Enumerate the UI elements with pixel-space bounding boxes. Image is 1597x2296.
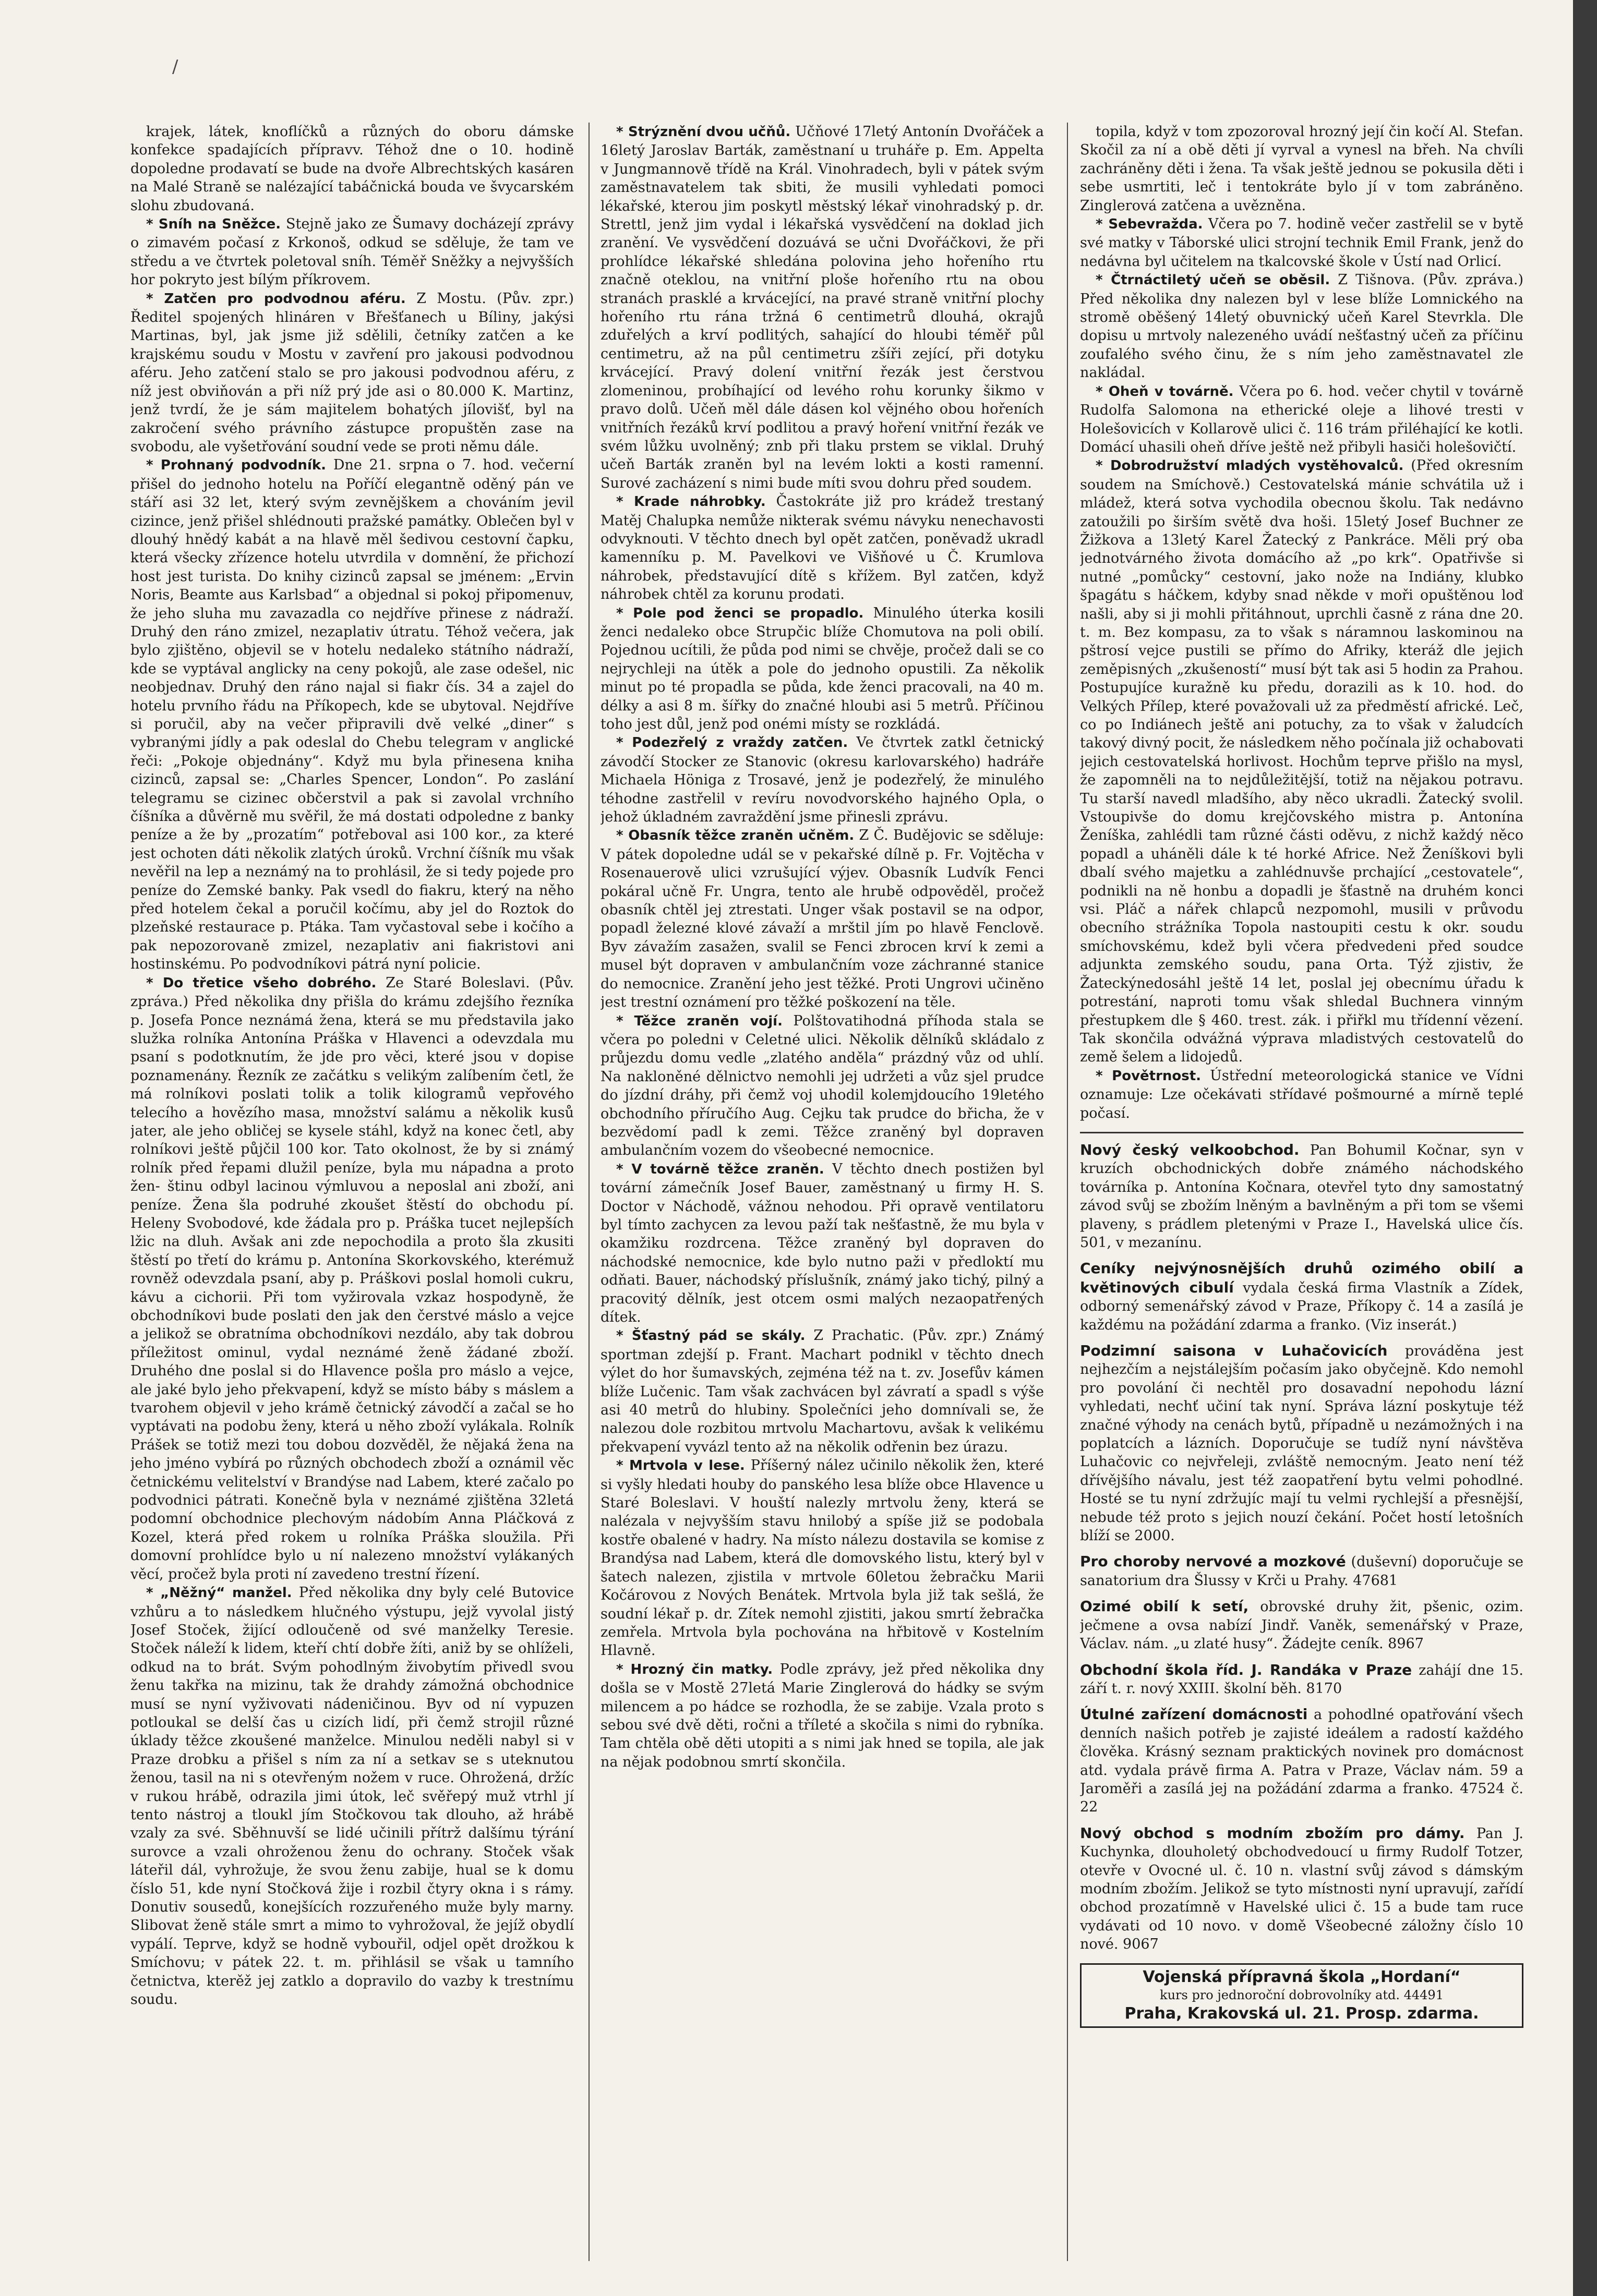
ad-body: a pohodlné opatřování všech denních našich potřeb je zajisté ideálem a radostí každého člověka. Krásný seznam praktických novinek pro domácnost atd. vydala právě firma A. Patra v Praze, Václav nám. 59 a Jaroměři a zasílá jej na požádání zdarma a franko. 47524 č. 22 bbox=[1080, 1707, 1523, 1816]
classified-ad bbox=[1080, 1342, 1523, 1545]
article-headline: * Pole pod ženci se propadlo. bbox=[616, 605, 864, 621]
article bbox=[1080, 215, 1523, 271]
article-body: (Před okresním soudem na Smíchově.) Cestovatelská mánie schvátila už i mládež, která sotva vychodila obecnou školu. Tak nedávno zatoužili po širším světě dva hoši. 15letý Josef Buchner ze Žižkova a 13letý Karel Žatecký z Pankráce. Měli prý oba jednotvárného života domácího až „po krk“. Opatřivše si nutné „pomůcky“ cestovní, jako nože na Indiány, klubko špagátu s háčkem, kdyby snad někde v moři opuštěnou loď našli, aby si ji mohli přitáhnout, uprchli časně z rána dne 20. t. m. Bez kompasu, za to však s náramnou laskominou na pštrosí vejce pustili se přímo do Afriky, kteráž dle jejich zeměpisných „zkušeností“ musí být tak asi 5 hodin za Prahou. Postupujíce kuražně ku předu, dorazili as k 10. hod. do Velkých Přílep, které považovali už za předměstí africké. Leč, co po Indiánech ještě ani potuchy, za to však v žaludcích takový divný pocit, že následkem něho počínala již ochabovati jejich cestovatelská horlivost. Hochům teprve přišlo na mysl, že zapomněli na to nejdůležitější, totiž na nějakou potravu. Tu starší navedl mladšího, aby něco ukradli. Žatecký svolil. Vstoupivše do domu krejčovského mistra p. Antonína Ženíška, zahlédli tam různé části oděvu, z nichž každý něco popadl a uháněli dále k té horké Africe. Než Ženíškovi byli dbalí svého majetku a zahlédnuvše prchající „cestovatele“, podnikli na ně honbu a dopadli je šťastně na druhém konci vsi. Pláč a nářek chlapců nezpomohl, musili v průvodu obecního strážníka Topola nastoupiti cestu k okr. soudu smíchovskému, kdež byli včera předvedeni před soudce adjunkta zemského soudu, pana Orta. Týž zjistiv, že Žateckýnedosáhl ještě 14 let, poslal jej obecnímu úřadu k potrestání, naproti tomu však shledal Buchnera vinným přestupkem dle § 460. trest. zák. i přiřkl mu třídenní vězení. Tak skončila odvážná výprava mladistvých cestovatelů do země šelem a lidojedů. bbox=[1080, 457, 1523, 1066]
article-headline: * Šťastný pád se skály. bbox=[616, 1328, 806, 1344]
article bbox=[1080, 382, 1523, 457]
article-headline: * Těžce zraněn vojí. bbox=[616, 1013, 783, 1029]
article bbox=[130, 289, 574, 456]
classified-ad bbox=[1080, 1552, 1523, 1590]
ad-headline: Podzimní saisona v Luhačovicích bbox=[1080, 1342, 1388, 1359]
article bbox=[601, 1456, 1044, 1660]
article-body: Učňové 17letý Antonín Dvořáček a 16letý Jaroslav Barták, zaměstnaní u truháře p. Em. Appelta v Jungmannově třídě na Král. Vinohradech, byli v pátek svým zaměstnavatelem tak sbiti, že musili vyhledati pomoci lékařské, kterou jim poskytl městský lékař vinohradský p. dr. Strettl, jenž jim vydal i lékařská vysvědčení na doklad jich zranění. Ve vysvědčení dozuává se učni Dvořáčkovi, že při prohlídce lékařské shledána polovina jeho hořeního rtu značně oteklou, na vnitřní ploše hořeního rtu na obou stranách prasklé a krvácející, na pravé straně vnitřní plochy hořeního rtu rána tržná 6 centimetrů dlouhá, okrajů zduřelých a krví podlitých, sahající do hloubi téměř půl centimetru, až na půl centimetru zšíři zející, při dotyku krvácející. Pravý dolení vnitřní řezák jest čerstvou zlomeninou, probíhající od levého rohu korunky šikmo v pravo dolů. Učeň měl dále dásen kol vějného obou hořeních vnitřních řezáků krví podlitou a pravý hoření vnitřní řezák ve svém lůžku uvolněný; znb při tlaku prstem se viklal. Druhý učeň Barták zraněn byl na levém lokti a kosti ramenní. Surové zacházení s nimi bude míti svou dohru před soudem. bbox=[601, 124, 1044, 491]
column-2 bbox=[601, 123, 1044, 2261]
article-headline: * „Něžný“ manžel. bbox=[146, 1585, 292, 1601]
article-headline: * V továrně těžce zraněn. bbox=[616, 1161, 824, 1177]
ad-headline: Nový český velkoobchod. bbox=[1080, 1141, 1300, 1158]
article-headline: * Krade náhrobky. bbox=[616, 494, 766, 510]
article-body: Před několika dny byly celé Butovice vzhůru a to následkem hlučného výstupu, jejž vyvolal jistý Josef Stoček, žijící odloučeně od své manželky Teresie. Stoček náleží k lidem, kteří chtí dobře žíti, aniž by se ohlíželi, odkud na to brát. Svým pohodlným živobytím přivedl svou ženu takřka na mizinu, tak že drahdy zámožná obchodnice musí se nyní vyživovati nádeničinou. Byv od ní vypuzen potloukal se delší čas u cizích lidí, při čemž strojil různé úklady těžce zkoušené manželce. Minulou neděli nabyl si v Praze drobku a přišel s ním za ní a setkav se s uteknutou ženou, tasil na ni s otevřeným nožem v ruce. Ohrožená, držíc v rukou hrábě, odrazila jimi útok, leč svěřepý muž vtrhl jí tento nástroj a tloukl jím Stočkovou tak dlouho, až hrábě vzaly za své. Sběhnuvší se lidé učinili přítrž dalšímu týrání surovce a vzali ohroženou ženu do ochrany. Stoček však láteřil dál, vyhrožuje, že svou ženu zabije, hual se k domu číslo 51, kde nyní Stočková žije i rozbil čtyry okna i s rámy. Donutiv sousedů, konejšících rozzuřeného muže byly marny. Slibovat ženě stále smrt a mimo to vyhrožoval, že jejíž obydlí vypálí. Teprve, když se hodně vybouřil, odjel opět drožkou k Smíchovu; v pátek 22. t. m. přihlásil se však u tamního četnictva, kterěž jej zatklo a dopravilo do vazby k trestnímu soudu. bbox=[130, 1585, 574, 2008]
article bbox=[601, 1160, 1044, 1327]
article-headline: * Hrozný čin matky. bbox=[616, 1661, 773, 1677]
box-line: kurs pro jednoroční dobrovolníky atd. 44491 bbox=[1160, 1988, 1444, 2002]
article bbox=[130, 1584, 574, 2009]
article-body: Častokráte již pro krádež trestaný Matěj Chalupka nemůže nikterak svému návyku nenechavosti odvyknouti. V těchto dnech byl opět zatčen, poněvadž ukradl kamenníku p. M. Pavelkovi ve Višňové u Č. Krumlova náhrobek, představující dítě s křížem. Byl zatčen, když náhrobek chtěl za korunu prodati. bbox=[601, 493, 1044, 603]
ad-body: Pan Bohumil Kočnar, syn v kruzích obchodnických dobře známého náchodského továrníka p. Antonína Kočnara, otevřel tyto dny samostatný závod svůj se zbožím lněným a bavlněným a při tom se všemi plaveny, s prádlem pletenými v Praze I., Havelská ulice čís. 501, v mezanínu. bbox=[1080, 1142, 1523, 1251]
ad-headline: Pro choroby nervové a mozkové bbox=[1080, 1553, 1346, 1570]
article-headline: * Povětrnost. bbox=[1096, 1068, 1202, 1084]
margin-mark: / bbox=[172, 56, 178, 77]
article-body: Ve čtvrtek zatkl četnický závodčí Stocker ze Stanovic (okresu karlovarského) hadráře Michaela Höniga z Trosavé, jenž je podezřelý, že minulého téhodne zastřelil v revíru novodvorského hajného Opla, o jehož úkladném zavraždění jsme přinesli zprávu. bbox=[601, 734, 1044, 826]
ad-headline: Nový obchod s modním zbožím pro dámy. bbox=[1080, 1824, 1465, 1842]
column-1 bbox=[130, 123, 574, 2261]
article bbox=[1080, 271, 1523, 382]
article bbox=[601, 1326, 1044, 1456]
column-3 bbox=[1080, 123, 1523, 2261]
article bbox=[601, 733, 1044, 826]
scan-edge bbox=[1573, 0, 1597, 2296]
column-rule-2 bbox=[1067, 123, 1068, 2261]
classified-ad bbox=[1080, 1597, 1523, 1653]
article-headline: * Podezřelý z vraždy zatčen. bbox=[616, 735, 848, 751]
article-body: Z Prachatic. (Pův. zpr.) Známý sportman zdejší p. Frant. Machart podnikl v těchto dnech výlet do hor šumavských, zejména též na t. zv. Josefův kámen blíže Lučenic. Tam však zachvácen byl závratí a spadl s výše asi 40 metrů do hlubiny. Společníci jeho domnívali se, že nalezou dole rozbitou mrtvolu Machartovu, avšak k velikému překvapení vyvázl tento až na několik odřenin bez úrazu. bbox=[601, 1327, 1044, 1455]
box-line: Vojenská přípravná škola „Hordaní“ bbox=[1143, 1967, 1461, 1986]
article-headline: * Oheň v továrně. bbox=[1096, 383, 1234, 400]
article-body: Minulého úterka kosili ženci nedaleko obce Strupčic blíže Chomutova na poli obilí. Pojednou ucítili, že půda pod nimi se chvěje, pročež dali se co nejrychleji na útěk a pole do jednoho opustili. Za několik minut po té propadla se půda, kde ženci pracovali, na 40 m. délky a asi 8 m. šířky do značné hloubi asi 5 metrů. Příčinou toho jest důl, jenž pod onémi místy se rozkládá. bbox=[601, 605, 1044, 732]
article-headline: * Sníh na Sněžce. bbox=[146, 216, 281, 233]
article-headline: * Mrtvola v lese. bbox=[616, 1458, 745, 1474]
article bbox=[601, 604, 1044, 734]
article-headline: * Sebevražda. bbox=[1096, 216, 1203, 233]
article-headline: * Obasník těžce zraněn učněm. bbox=[616, 828, 855, 844]
article-headline: * Do třetice všeho dobrého. bbox=[146, 975, 377, 991]
article bbox=[1080, 456, 1523, 1066]
article-body: Z Mostu. (Pův. zpr.) Ředitel spojených hlináren v Břešťanech u Bíliny, jakýsi Martinas, byl, jak jsme již sdělili, četníky zatčen a ke krajskému soudu v Mostu v zavření pro jakousi podvodnou aféru. Jeho zatčení stalo se pro jakousi podvodnou aféru, z níž jest obviňován a při níž prý jde asi o 80.000 K. Martinz, jenž tvrdí, že je sám majitelem bohatých jílovišť, byl na zakročení svého právního zástupce propuštěn zase na svobodu, ale vyšetřování soudní vede se proti němu dále. bbox=[130, 290, 574, 455]
article-body: Včera po 7. hodině večer zastřelil se v bytě své matky v Táborské ulici strojní technik Emil Frank, jenž do nedávna byl učitelem na tkalcovské škole v Ústí nad Orlicí. bbox=[1080, 216, 1523, 270]
ad-headline: Ceníky nejvýnosnějších druhů ozimého obilí a květinových cibulí bbox=[1080, 1260, 1523, 1296]
article bbox=[601, 1660, 1044, 1771]
article-body: krajek, látek, knoflíčků a různých do oboru dámske konfekce spadajících přípravv. Téhož dne o 10. hodině dopoledne prodavatí se bude na dvoře Albrechtských kasáren na Malé Straně se nalézající tabáčnická bouda ve švycarském slohu zbudovaná. bbox=[130, 124, 574, 214]
article-body: Dne 21. srpna o 7. hod. večerní přišel do jednoho hotelu na Poříčí elegantně oděný pán ve stáří asi 32 let, který svým zevnějškem a chováním jevil cizince, jenž přišel shlédnouti pražské památky. Oblečen byl v dlouhý hnědý kabát a na hlavě měl šedivou cestovní čapku, která všecky zřízence hotelu utvrdila v domnění, že přichozí host jest turista. Do knihy cizinců zapsal se jménem: „Ervin Noris, Beamte aus Karlsbad“ a objednal si pokoj připomenuv, že jeho sluha mu zavazadla co nejdříve přinese z nádraží. Druhý den ráno zmizel, nezaplativ útratu. Téhož večera, jak bylo zjištěno, objevil se v hotelu nedaleko státního nádraží, kde se vyptával anglicky na ceny pokojů, ale zase odešel, nic neobjednav. Druhý den ráno najal si fiakr čís. 34 a zajel do hotelu prvního řádu na Příkopech, kde se ubytoval. Nejdříve si poručil, aby na večer připravili dvě velké „diner“ s vybranými jídly a pak odeslal do Chebu telegram v anglické řeči: „Pokoje objednány“. Když mu byla přinesena kniha cizinců, zapsal se: „Charles Spencer, London“. Po zaslání telegramu se cizinec občerstvil a pak si zavolal vrchního číšníka a důvěrně mu svěřil, že má dostati odpoledne z banky peníze a že by „prozatím“ potřeboval asi 100 kor., za které jest ochoten dáti několik zlatých úroků. Vrchní číšník mu však nevěřil na lep a neznámý na to prohlásil, že si tedy pojede pro peníze do Zemské banky. Pak vsedl do fiakru, který na něho před hotelem čekal a poručil kočímu, aby jel do Roztok do plzeňské restaurace p. Ptáka. Tam vyčastoval sebe i kočího a pak nepozorovaně zmizel, nezaplativ ani fiakristovi ani hostinskému. Po podvodníkovi pátrá nyní policie. bbox=[130, 457, 574, 973]
article-body: topila, když v tom zpozoroval hrozný její čin kočí Al. Stefan. Skočil za ní a obě děti jí vyrval a vynesl na břeh. Na chvíli zachráněny děti i žena. Ta však ještě jednou se pokusila děti i sebe usmrtiti, leč i tentokráte bylo jí v tom zabráněno. Zinglerová zatčena a uvězněna. bbox=[1080, 124, 1523, 214]
classified-ad bbox=[1080, 1141, 1523, 1252]
article-headline: * Strýznění dvou učňů. bbox=[616, 124, 791, 140]
article-body: Ústřední meteorologická stanice ve Vídni oznamuje: Lze očekávati střídavé pošmourné a mírně teplé počasí. bbox=[1080, 1067, 1523, 1121]
ad-body: vydala česká firma Vlastník a Zídek, odborný semenářský závod v Praze, Příkopy č. 14 a zasílá je každému na požádání zdarma a franko. (Viz inserát.) bbox=[1080, 1279, 1523, 1333]
article-headline: * Dobrodružství mladých vystěhovalců. bbox=[1096, 458, 1404, 474]
article-body: Včera po 6. hod. večer chytil v továrně Rudolfa Salomona na etherické oleje a lihové tresti v Holešovicích v Kollarově ulici č. 116 trám přiléhající ke kotli. Domácí uhasili oheň dříve ještě než přibyli hasiči holešovičtí. bbox=[1080, 383, 1523, 455]
ad-body: prováděna jest nejhezčím a nejstálejším počasím jako obyčejně. Kdo nemohl pro povolání či nechtěl pro dosavadní nepohodu lázní vyhledati, nechť učiní tak nyní. Správa lázní poskytuje též značné výhody na cenách bytů, případně u nezámožných i na poplatcích a lázních. Doporučuje se tudíž nyní návštěva Luhačovic co nejvřeleji, zvláště nemocným. Jeato není též dřívějšího návalu, jest též zaopatření bytu velmi pohodlné. Hosté se tu nyní zdržujíc mají tu velmi rychlejší a přesnější, nebude též proto s jejich nouzí čekání. Počet hostí letošních blíží se 2000. bbox=[1080, 1343, 1523, 1544]
article-body: Ze Staré Boleslavi. (Pův. zpráva.) Před několika dny přišla do krámu zdejšího řezníka p. Josefa Ponce neznámá žena, která se mu představila jako služka rolníka Antonína Práška v Hlavenci a odevzdala mu psaní s podotknutím, že jde pro věci, které jsou v dopise poznamenány. Řezník ze začátku s velikým zalíbením četl, že má rolníkovi poslati tolik a tolik kilogramů vepřového telecího a hovězího masa, množství salámu a několik kusů jater, ale jeho obličej se kysele stáhl, když na konec četl, aby rolníkovi ještě půjčil 100 kor. Tato okolnost, že by si známý rolník před řepami dlužil peníze, byla mu nápadna a proto žen- štinu odbyl lacinou výmluvou a neposlal ani zboží, ani peníze. Žena šla podruhé zkoušet štěstí do obchodu pí. Heleny Svobodové, kde žádala pro p. Práška tucet nejlepších lžic na dluh. Avšak ani zde nepochodila a proto šla zkusiti štěstí po třetí do krámu p. Antonína Skorkovského, kterémuž rovněž odevzdala psaní, aby p. Práškovi poslal homoli cukru, kávu a cichorii. Při tom vyžirovala vzkaz hospodyně, že obchodníkovi bude poslati den jak den čerstvé máslo a vejce a jelikož se obratníma obchodníkovi nezdálo, aby tak dobrou příležitost ominul, vydal neznámé ženě žádané zboží. Druhého dne poslal si do Hlavence pošla pro máslo a vejce, ale jaké bylo jeho překvapení, když se místo báby s máslem a tvarohem objevil v jeho krámě četnický závodčí a začal se ho vyptávati na podobu ženy, která u něho zboží vylákala. Rolník Prášek se totiž mezi tou dobou dozvěděl, že nějaká žena na jeho jméno vybírá po různých obchodech zboží a oznámil věc četnickému velitelství v Brandýse nad Labem, které začalo po podvodnici pátrati. Konečně byla v neznámé zjištěna 32letá podomní obchodnice plechovým nádobím Anna Pláčková z Kozel, která před rokem u rolníka Práška sloužila. Při domovní prohlídce bylo u ní nalezeno množství vylákaných věcí, pročež byla proti ní zavedeno trestní řízení. bbox=[130, 974, 574, 1582]
article-body: Stejně jako ze Šumavy docházejí zprávy o zimavém počasí z Krkonoš, odkud se sděluje, že tam ve středu a ve čtvrtek poletoval sníh. Téměř Sněžky a nejvyšších hor pokryto jest bílým příkrovem. bbox=[130, 216, 574, 288]
article bbox=[601, 492, 1044, 603]
article-body: Z Č. Budějovic se sděluje: V pátek dopoledne udál se v pekařské dílně p. Fr. Vojtěcha v Rosenauerově ulici vzrušující výjev. Obasník Ludvík Fenci pokáral učně Fr. Ungra, tento ale hrubě odpověděl, pročež obasník chtěl jej ztrestati. Unger však postavil se na odpor, popadl železné klové závaží a mrštil jím po hlavě Fenclově. Byv závažím zasažen, svalil se Fenci zbrocen krví k zemi a musel být dopraven v ambulančním voze záchranné stanice do nemocnice. Zranění jeho jest těžké. Proti Ungrovi učiněno jest trestní oznámení pro těžké poškození na těle. bbox=[601, 827, 1044, 1011]
article-headline: * Prohnaný podvodník. bbox=[146, 457, 327, 474]
article bbox=[601, 1012, 1044, 1160]
article bbox=[601, 123, 1044, 492]
boxed-advertisement bbox=[1080, 1963, 1523, 2028]
article-body: Podle zprávy, jež před několika dny došla se v Mostě 27letá Marie Zinglerová do hádky se svým milencem a po hádce se rozhodla, že se zabije. Vzala proto s sebou své dvě děti, ročni a tříleté a skočila s nimi do rybníka. Tam chtěla obě děti utopiti a s nimi jak hned se topila, ale jak na nějak podobnou smrtí skončila. bbox=[601, 1661, 1044, 1770]
ad-body: Pan J. Kuchynka, dlouholetý obchodvedoucí u firmy Rudolf Totzer, otevře v Ovocné ul. č. 10 n. vlastní svůj závod s dámským modním zbožím. Jelikož se tyto místnosti nyní upravují, zařídí obchod prozatímně v Havelské ulici č. 15 a bude tam ruce vydávati od 10 novo. v domě Všeobecné záložny číslo 10 nové. 9067 bbox=[1080, 1825, 1523, 1953]
article bbox=[1080, 1067, 1523, 1122]
article bbox=[130, 215, 574, 289]
article bbox=[130, 123, 574, 215]
ad-body: obrovské druhy žit, pšenic, ozim. ječmene a ovsa nabízí Jindř. Vaněk, semenářský v Praze, Václav. nám. „u zlaté husy“. Žádejte ceník. 8967 bbox=[1080, 1599, 1523, 1652]
classified-ad bbox=[1080, 1705, 1523, 1816]
article-body: V těchto dnech postižen byl tovární zámečník Josef Bauer, zaměstnaný u firmy H. S. Doctor v Náchodě, vážnou nehodou. Při opravě ventilatoru byl tímto zachycen za levou paží tak nešťastně, že mu byla v okamžiku rozdrcena. Těžce zraněný byl dopraven do náchodské nemocnice, kde bylo nutno paži v předloktí mu odňati. Bauer, náchodský příslušník, známý jako tichý, pilný a pracovitý dělník, jest otcem osmi malých nezaopatřených dítek. bbox=[601, 1161, 1044, 1325]
section-divider bbox=[1080, 1132, 1523, 1133]
ad-body: (duševní) doporučuje se sanatorium dra Šlussy v Krči u Prahy. 47681 bbox=[1080, 1554, 1523, 1589]
ad-headline: Ozimé obilí k setí, bbox=[1080, 1598, 1249, 1615]
article bbox=[601, 826, 1044, 1011]
article bbox=[130, 974, 574, 1584]
article bbox=[130, 456, 574, 973]
ad-body: zahájí dne 15. září t. r. nový XXIII. školní běh. 8170 bbox=[1080, 1662, 1523, 1697]
classified-ad bbox=[1080, 1824, 1523, 1954]
ad-headline: Obchodní škola říd. J. Randáka v Praze bbox=[1080, 1661, 1412, 1678]
article-body: Z Tišnova. (Pův. zpráva.) Před několika dny nalezen byl v lese blíže Lomnického na stromě oběšený 14letý obuvnický učeň Karel Stevrkla. Dle dopisu u mrtvoly nalezeného uvádí nešťastný učeň za příčinu zoufalého svého činu, že s ním jeho zaměstnavatel zle nakládal. bbox=[1080, 272, 1523, 381]
classified-ad bbox=[1080, 1259, 1523, 1334]
article-headline: * Čtrnáctiletý učeň se oběsil. bbox=[1096, 272, 1330, 288]
article bbox=[1080, 123, 1523, 215]
article-body: Příšerný nález učinilo několik žen, které si vyšly hledati houby do panského lesa blíže obce Hlavence u Staré Boleslavi. V houští nalezly mrtvolu ženy, která se nalézala v nejvyšším stavu hnilobý a spíše již se podobala kostře obalené v hadry. Na místo nálezu dostavila se komise z Brandýsa nad Labem, která dle domovského listu, který byl v šatech nalezen, zjistila v mrtvole 60letou žebračku Marii Kočárovou z Nových Benátek. Mrtvola byla již tak sešlá, že soudní lékař p. dr. Zítek nemohl zjistiti, jakou smrtí žebračka zemřela. Mrtvola byla pochována na hřbitově v Kostelním Hlavně. bbox=[601, 1457, 1044, 1659]
classified-ad bbox=[1080, 1661, 1523, 1698]
column-rule-1 bbox=[589, 123, 590, 2261]
article-headline: * Zatčen pro podvodnou aféru. bbox=[146, 291, 406, 307]
box-line: Praha, Krakovská ul. 21. Prosp. zdarma. bbox=[1124, 2004, 1479, 2023]
article-body: Polštovatihodná příhoda stala se včera po poledni v Celetné ulici. Několik dělníků skládalo z průjezdu domu vedle „zlatého anděla“ prázdný vůz od uhlí. Na nakloněné dělnictvo nemohli jej udržeti a vůz sjel prudce do jízdní dráhy, při čemž voj uhodil kolemjdoucího 19letého obchodního příručího Aug. Cejku tak prudce do břicha, že v bezvědomí padl k zemi. Těžce zraněný byl dopraven ambulančním vozem do všeobecné nemocnice. bbox=[601, 1012, 1044, 1159]
ad-headline: Útulné zařízení domácnosti bbox=[1080, 1706, 1308, 1723]
